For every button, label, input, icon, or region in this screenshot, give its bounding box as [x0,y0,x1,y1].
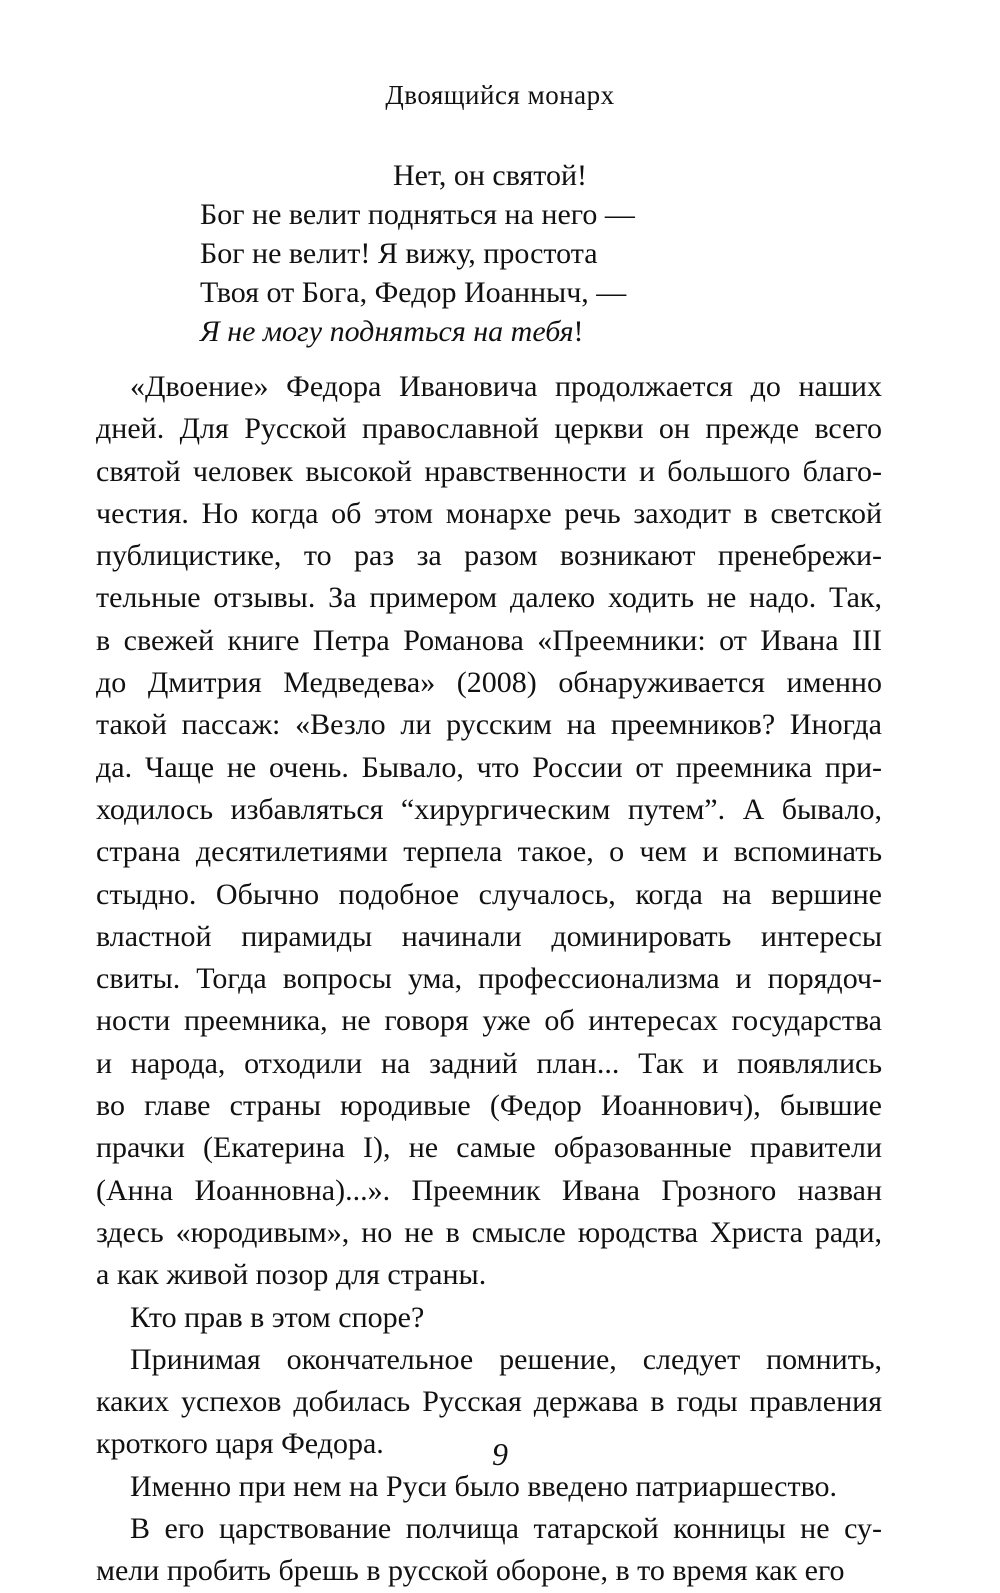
text-line: Кто прав в этом споре? [130,1300,425,1334]
paragraph [96,366,882,1297]
text-line: каких успехов добилась Русская держава в годы правления [96,1385,882,1419]
text-line: ности преемника, не говоря уже об интересах государства [96,1004,882,1038]
text-line: публицистике, то раз за разом возникают пренебрежи- [96,539,882,573]
text-line: В его царствование полчища татарской конницы не су- [130,1512,882,1546]
paragraph [96,1297,882,1339]
text-line: (Анна Иоанновна)...». Преемник Ивана Грозного назван [96,1173,882,1207]
page-number: 9 [492,1436,508,1472]
text-line: до Дмитрия Медведева» (2008) обнаруживается именно [96,666,882,700]
text-line: такой пассаж: «Везло ли русским на преемников? Иногда [96,708,882,742]
text-line: стыдно. Обычно подобное случалось, когда на вершине [96,877,882,911]
verse-line-italic [200,312,620,351]
text-line: мели пробить брешь в русской обороне, в то время как его [96,1554,845,1588]
verse-line: Нет, он святой! [393,159,588,192]
verse-italic-end: ! [573,315,584,348]
text-line: страна десятилетиями терпела такое, о чем и вспоминать [96,835,882,869]
text-line: здесь «юродивым», но не в смысле юродства Христа ради, [96,1215,882,1249]
paragraph [96,1508,882,1593]
verse-italic-text: Я не могу подняться на тебя [200,315,574,348]
text-line: да. Чаще не очень. Бывало, что России от преемника при- [96,750,882,784]
text-line: во главе страны юродивые (Федор Иоаннович), бывшие [96,1089,882,1123]
text-line: Именно при нем на Руси было введено патриаршество. [130,1469,838,1503]
verse-line: Бог не велит подняться на него — [200,198,635,231]
text-line: кроткого царя Федора. [96,1427,384,1461]
text-line: свиты. Тогда вопросы ума, профессионализма и порядоч- [96,962,882,996]
running-header: Двоящийся монарх [385,80,615,110]
text-line: тельные отзывы. За примером далеко ходить не надо. Так, [96,581,882,615]
verse-line: Твоя от Бога, Федор Иоанныч, — [200,276,627,309]
text-line: а как живой позор для страны. [96,1258,487,1292]
text-line: ходилось избавляться “хирургическим путем”. А бывало, [96,792,882,826]
text-line: в свежей книге Петра Романова «Преемники: от Ивана III [96,623,882,657]
text-line: прачки (Екатерина I), не самые образованные правители [96,1131,882,1165]
text-line: «Двоение» Федора Ивановича продолжается до наших [130,370,882,403]
text-line: и народа, отходили на задний план... Так и появлялись [96,1046,882,1080]
body-text [96,366,882,1593]
verse-block [200,156,635,351]
verse-line: Бог не велит! Я вижу, простота [200,237,598,270]
text-line: честия. Но когда об этом монархе речь заходит в светской [96,496,882,530]
text-line: святой человек высокой нравственности и большого благо- [96,454,882,488]
text-line: властной пирамиды начинали доминировать интересы [96,919,882,953]
text-line: Принимая окончательное решение, следует помнить, [130,1342,882,1376]
text-line: дней. Для Русской православной церкви он прежде всего [96,412,882,446]
